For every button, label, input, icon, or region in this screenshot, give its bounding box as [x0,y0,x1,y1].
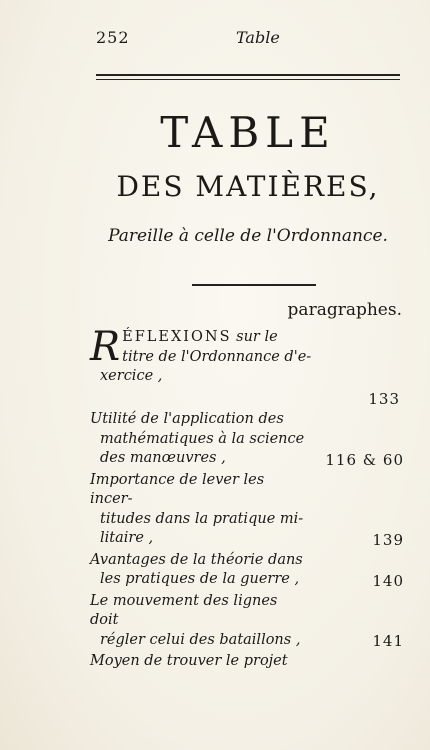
entry-line: titudes dans la pratique mi- [100,510,304,527]
entry-page-ref: 141 [372,632,404,650]
toc-entry [90,471,404,549]
main-title-line2: DES MATIÈRES, [116,170,380,203]
running-title: Table [236,28,280,47]
entry-line: régler celui des bataillons , [100,631,301,648]
entry-line: des manœuvres , [100,450,226,466]
entry-first-word: ÉFLEXIONS [122,329,232,345]
entry-line: Moyen de trouver le projet [90,653,288,669]
entry-line: les pratiques de la guerre , [100,571,300,587]
drop-cap: R [90,324,121,370]
toc-entry [90,652,404,672]
toc-entry [90,410,404,469]
entry-page-ref: 116 & 60 [325,450,404,469]
toc-entry [90,592,404,651]
divider-rule [192,284,316,286]
entry-line: xercice , [100,368,163,384]
page-number: 252 [96,28,130,47]
entry-line: Importance de lever les incer- [90,471,265,507]
running-head [96,28,390,50]
entry-page-ref: 140 [372,571,404,590]
entry-page-ref: 139 [372,530,404,549]
toc-entry [90,551,404,590]
entry-page-ref: 133 [368,390,400,408]
entry-line: Le mouvement des lignes doit [90,592,278,628]
column-heading: paragraphes. [287,300,402,320]
toc-entries [90,324,404,674]
entry-line: mathématiques à la science [100,430,305,447]
entry-line: sur le [231,329,278,345]
double-rule [96,74,400,80]
toc-entry [90,324,404,408]
entry-line: Utilité de l'application des [90,411,284,427]
entry-line: Avantages de la théorie dans [90,551,303,568]
entry-line: litaire , [100,530,154,546]
entry-line: titre de l'Ordonnance d'e- [122,348,312,365]
main-title: TABLE [160,108,336,157]
subtitle: Pareille à celle de l'Ordonnance. [108,226,388,246]
